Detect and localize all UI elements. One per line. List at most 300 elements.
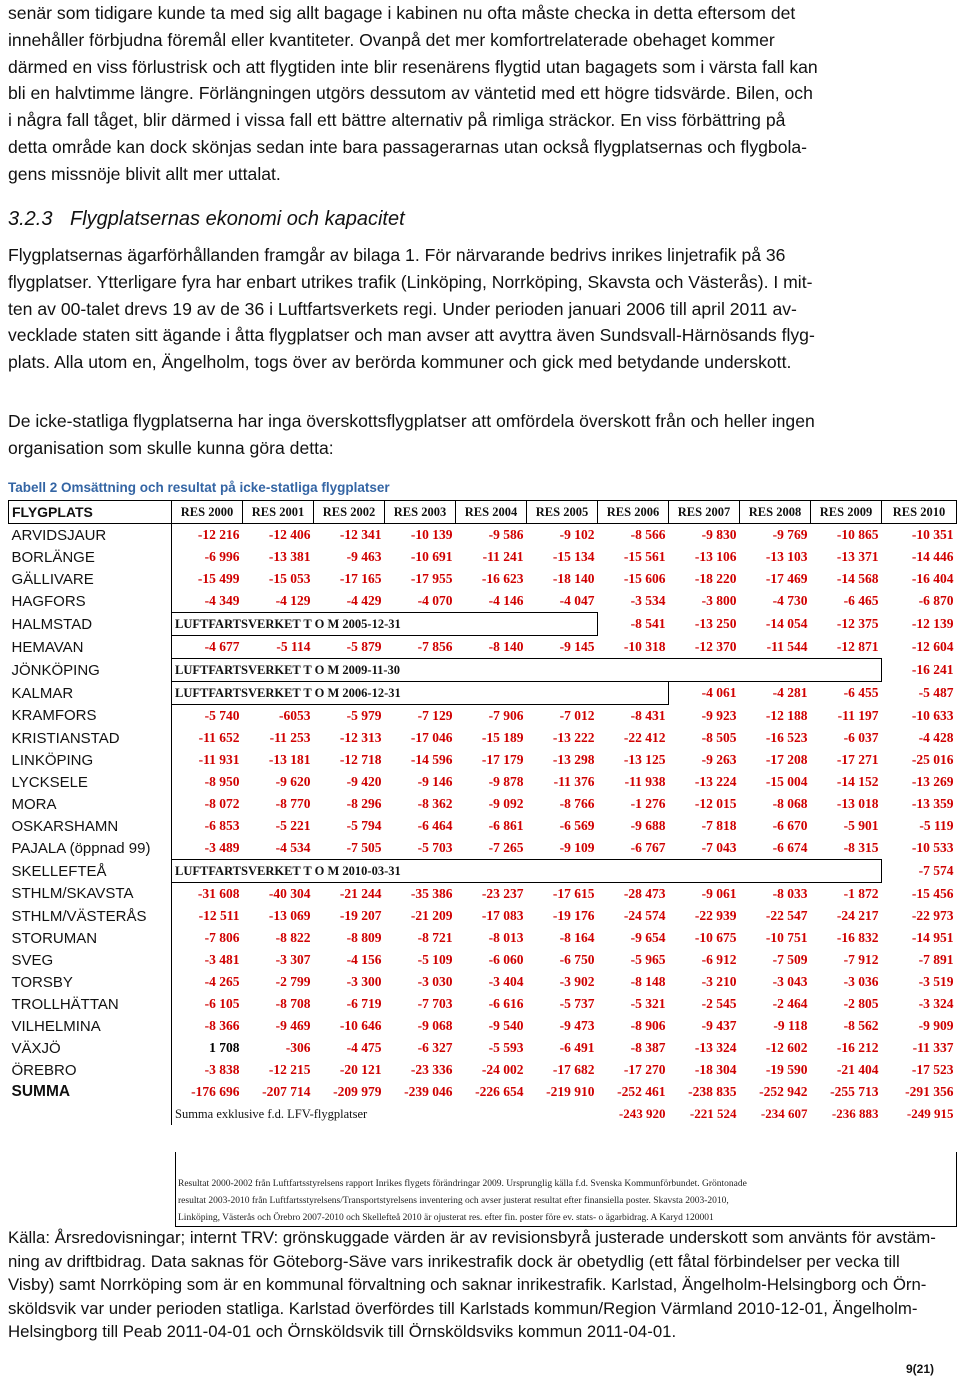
- result-cell: -6053: [279, 708, 311, 723]
- result-cell: -15 561: [623, 549, 666, 564]
- result-cell: -6 465: [843, 593, 879, 609]
- airport-name: PAJALA (öppnad 99): [9, 837, 172, 860]
- body-paragraph-2: [8, 408, 956, 462]
- result-cell: -18 140: [552, 571, 595, 586]
- table-row: [9, 837, 957, 860]
- result-cell: -13 181: [268, 752, 311, 767]
- result-cell: -22 547: [765, 908, 808, 923]
- result-cell: -8 708: [275, 996, 311, 1011]
- text-line: De icke-statliga flygplatserna har inga överskottsflygplatser att omfördela överskott från och heller ingen: [8, 411, 815, 431]
- result-cell: -15 456: [911, 885, 954, 901]
- text-line: därmed en viss förlustrisk och att flygtiden inte blir resenärens flygtid utan bagagets som i värsta fall kan: [8, 56, 818, 77]
- result-cell: -12 370: [694, 638, 737, 654]
- result-cell: -7 129: [417, 708, 453, 723]
- airport-name: JÖNKÖPING: [9, 659, 172, 682]
- table-row: [9, 659, 957, 682]
- result-cell: -7 509: [772, 952, 808, 967]
- result-cell: -24 217: [836, 908, 879, 923]
- table-header-row: [9, 501, 957, 524]
- result-cell: -4 146: [488, 593, 524, 608]
- airport-name: ARVIDSJAUR: [9, 524, 172, 547]
- airport-name: STHLM/VÄSTERÅS: [9, 905, 172, 927]
- result-cell: -11 938: [624, 774, 666, 789]
- result-cell: -5 901: [843, 818, 879, 833]
- result-cell: -13 224: [694, 774, 737, 789]
- result-cell: -10 318: [623, 638, 666, 654]
- column-header-year: RES 2003: [385, 501, 456, 524]
- result-cell: -12 313: [339, 730, 382, 745]
- result-cell: -8 366: [204, 1018, 240, 1033]
- result-cell: -8 387: [630, 1040, 666, 1055]
- result-cell: -23 237: [481, 886, 524, 901]
- result-cell: -5 109: [417, 952, 453, 967]
- result-cell: -4 281: [772, 685, 808, 701]
- result-cell: -226 654: [475, 1084, 524, 1099]
- airport-name: KALMAR: [9, 682, 172, 705]
- table-row: [9, 993, 957, 1015]
- text-line: Helsingborg till Peab 2011-04-01 och Örnsköldsvik till Örnsköldsviks kommun 2011-04-01.: [8, 1322, 677, 1341]
- table-row: [9, 793, 957, 815]
- result-cell: -7 856: [417, 639, 453, 654]
- result-cell: -7 806: [204, 930, 240, 945]
- result-cell: -17 165: [339, 571, 382, 586]
- section-title: Flygplatsernas ekonomi och kapacitet: [70, 208, 405, 230]
- result-cell: -2 464: [772, 996, 808, 1011]
- result-cell: -13 103: [765, 549, 808, 564]
- result-cell: -10 751: [765, 930, 808, 945]
- result-cell: -4 730: [772, 593, 808, 609]
- result-cell: -6 750: [559, 952, 595, 967]
- result-cell: -10 865: [836, 527, 879, 542]
- lfv-ownership-note: LUFTFARTSVERKET T O M 2006-12-31: [172, 682, 669, 705]
- result-cell: -13 269: [911, 774, 954, 789]
- result-cell: -13 298: [552, 752, 595, 767]
- result-cell: -5 740: [204, 708, 240, 723]
- result-cell: -17 271: [836, 752, 879, 767]
- result-cell: -8 140: [488, 639, 524, 654]
- text-line: ning av driftbidrag. Data saknas för Göteborg-Säve vars inrikestrafik dock är obetydlig (ett fåtal förbindelser per vecka till: [8, 1251, 900, 1271]
- text-line: sköldsvik var under perioden statliga. Karlstad överfördes till Karlstads kommun/Region Värmland 2010-12-01, Ängelholm-: [8, 1298, 918, 1318]
- result-cell: -9 420: [346, 774, 382, 789]
- result-cell: -12 602: [765, 1040, 808, 1055]
- result-cell: -12 871: [836, 638, 879, 654]
- result-cell: -238 835: [688, 1084, 737, 1099]
- result-cell: -10 139: [410, 527, 453, 542]
- result-cell: -12 604: [911, 639, 954, 654]
- result-cell: -8 809: [346, 930, 382, 945]
- result-cell: -6 105: [204, 996, 240, 1011]
- summa-exklusive-value: -249 915: [906, 1106, 954, 1121]
- result-cell: -6 569: [559, 818, 595, 833]
- airport-name: TROLLHÄTTAN: [9, 993, 172, 1015]
- result-cell: -7 505: [346, 840, 382, 855]
- result-cell: -9 586: [488, 527, 524, 542]
- text-line: plats. Alla utom en, Ängelholm, togs över av berörda kommuner och gick med betydande underskott.: [8, 352, 792, 373]
- result-cell: -3 534: [630, 593, 666, 609]
- lfv-ownership-note: LUFTFARTSVERKET T O M 2009-11-30: [172, 659, 882, 682]
- result-cell: -3 324: [918, 996, 954, 1011]
- result-cell: -8 950: [204, 774, 240, 789]
- result-cell: -19 176: [552, 908, 595, 923]
- result-cell: -3 902: [559, 974, 595, 989]
- result-cell: -9 437: [701, 1018, 737, 1033]
- result-cell: -8 296: [346, 796, 382, 811]
- result-cell: -7 891: [918, 952, 954, 967]
- result-cell: -17 270: [623, 1062, 666, 1077]
- result-cell: -5 593: [488, 1040, 524, 1055]
- result-cell: -17 046: [410, 730, 453, 745]
- table-row: [9, 682, 957, 705]
- result-cell: -6 996: [204, 549, 240, 564]
- result-cell: -12 015: [694, 796, 737, 811]
- result-cell: -14 152: [836, 774, 879, 789]
- body-paragraph-1: [8, 242, 956, 376]
- result-cell: -4 129: [275, 593, 311, 608]
- table-row: [9, 883, 957, 906]
- result-cell: -23 336: [410, 1062, 453, 1077]
- result-cell: -8 721: [417, 930, 453, 945]
- result-cell: -7 043: [701, 840, 737, 855]
- summa-exklusive-row: [9, 1103, 957, 1125]
- result-cell: -17 615: [552, 886, 595, 901]
- result-cell: -209 979: [333, 1084, 382, 1099]
- result-cell: -21 244: [339, 886, 382, 901]
- text-line: Visby) samt Norrköping som är en kommunal förvaltning och saknar inrikestrafik. Karlstad, Ängelholm-Helsingborg och Örn-: [8, 1275, 927, 1294]
- result-cell: -4 475: [346, 1040, 382, 1055]
- blank-cell: [9, 1103, 172, 1125]
- page-number: 9(21): [905, 1362, 934, 1376]
- airport-name: OSKARSHAMN: [9, 815, 172, 837]
- lfv-ownership-note: LUFTFARTSVERKET T O M 2005-12-31: [172, 613, 598, 636]
- result-cell: -9 092: [488, 796, 524, 811]
- result-cell: -15 004: [765, 774, 808, 789]
- airport-name: ÖREBRO: [9, 1059, 172, 1081]
- result-cell: -12 188: [765, 707, 808, 723]
- result-cell: -4 047: [559, 593, 595, 608]
- result-cell: -3 030: [417, 974, 453, 989]
- result-cell: -12 341: [339, 527, 382, 542]
- result-cell: -19 590: [765, 1062, 808, 1077]
- result-cell: -5 119: [919, 818, 954, 833]
- result-cell: -8 562: [843, 1018, 879, 1033]
- result-cell: -17 469: [765, 571, 808, 586]
- result-cell: -8 033: [772, 886, 808, 901]
- result-cell: -3 043: [772, 974, 808, 989]
- airport-name: GÄLLIVARE: [9, 568, 172, 590]
- table-note: Resultat 2000-2002 från Luftfartsstyrelsens rapport Inrikes flygets förändringar 2009. Ursprunglig källa f.d. Svenska Kommunförbundet. Gröntonade: [178, 1179, 747, 1189]
- table-row: [9, 971, 957, 993]
- result-cell: -9 688: [630, 818, 666, 833]
- airport-name: MORA: [9, 793, 172, 815]
- result-cell: -4 070: [417, 593, 453, 608]
- result-cell: -5 114: [276, 639, 311, 654]
- table-row: [9, 1059, 957, 1081]
- table-row: [9, 705, 957, 728]
- intro-paragraph: [8, 0, 956, 188]
- result-cell: -3 404: [488, 974, 524, 989]
- result-cell: -5 965: [630, 952, 666, 967]
- result-cell: -13 381: [268, 549, 311, 564]
- result-cell: -16 212: [836, 1040, 879, 1055]
- result-cell: -4 349: [204, 593, 240, 608]
- result-cell: -9 923: [701, 707, 737, 723]
- result-cell: -14 568: [836, 571, 879, 586]
- result-cell: -5 487: [918, 685, 954, 700]
- result-cell: -20 121: [339, 1062, 382, 1077]
- airport-name: VILHELMINA: [9, 1015, 172, 1037]
- text-line: senär som tidigare kunde ta med sig allt bagage i kabinen nu ofta måste checka in detta eftersom det: [8, 3, 796, 23]
- result-cell: -5 979: [346, 708, 382, 723]
- result-cell: -4 061: [701, 685, 737, 701]
- result-cell: -13 125: [623, 752, 666, 767]
- result-cell: -25 016: [911, 752, 954, 767]
- airport-name: SVEG: [9, 949, 172, 971]
- result-cell: -12 215: [268, 1062, 311, 1077]
- result-cell: -9 878: [488, 774, 524, 789]
- table-caption: Tabell 2 Omsättning och resultat på icke-statliga flygplatser: [8, 480, 390, 495]
- text-line: Källa: Årsredovisningar; internt TRV: grönskuggade värden är av revisionsbyrå justerade underskott som använts för avstäm-: [8, 1228, 936, 1247]
- column-header-year: RES 2010: [882, 501, 957, 524]
- result-cell: -6 674: [772, 840, 808, 855]
- table-row: [9, 546, 957, 568]
- result-cell: -6 455: [843, 685, 879, 701]
- result-cell: -2 545: [701, 996, 737, 1011]
- result-cell: -6 719: [346, 996, 382, 1011]
- result-cell: -11 544: [766, 638, 808, 654]
- table-row: [9, 1081, 957, 1103]
- result-cell: -6 037: [843, 730, 879, 745]
- result-cell: -7 574: [918, 863, 954, 878]
- summa-exklusive-value: -243 920: [618, 1106, 666, 1121]
- result-cell: -13 250: [694, 616, 737, 631]
- result-cell: -10 533: [911, 840, 954, 856]
- column-header-year: RES 2006: [598, 501, 669, 524]
- text-line: ten av 00-talet drevs 19 av de 36 i Luftfartsverkets regi. Under perioden januari 2006 till april 2011 av-: [8, 298, 797, 319]
- result-cell: -5 321: [630, 996, 666, 1011]
- result-cell: -2 799: [275, 974, 311, 989]
- result-cell: -8 315: [843, 840, 879, 855]
- result-cell: -31 608: [197, 886, 240, 901]
- result-cell: -10 351: [911, 527, 954, 542]
- result-cell: -9 620: [275, 774, 311, 789]
- result-cell: -11 652: [198, 730, 240, 745]
- result-cell: -3 036: [843, 974, 879, 989]
- result-cell: -18 304: [694, 1062, 737, 1077]
- result-cell: -7 906: [488, 708, 524, 723]
- airport-name: SKELLEFTEÅ: [9, 860, 172, 883]
- table-row: [9, 590, 957, 613]
- result-cell: -176 696: [191, 1084, 240, 1099]
- table-row: [9, 524, 957, 547]
- result-cell: -5 737: [559, 996, 595, 1011]
- result-cell: -3 300: [346, 974, 382, 989]
- result-cell: -12 139: [911, 616, 954, 631]
- result-cell: -11 241: [482, 549, 524, 564]
- result-cell: -4 265: [204, 974, 240, 989]
- result-cell: -19 207: [339, 908, 382, 923]
- result-cell: -17 179: [481, 752, 524, 767]
- result-cell: -9 109: [559, 840, 595, 855]
- result-cell: -8 068: [772, 796, 808, 811]
- result-cell: -6 861: [488, 818, 524, 833]
- result-cell: -8 431: [630, 708, 666, 723]
- result-cell: -16 832: [836, 930, 879, 945]
- table-row: [9, 860, 957, 883]
- result-cell: -12 718: [339, 752, 382, 767]
- result-cell: 1 708: [209, 1040, 240, 1055]
- airport-name: SUMMA: [9, 1081, 172, 1103]
- table-row: [9, 749, 957, 771]
- airport-name: VÄXJÖ: [9, 1037, 172, 1059]
- result-cell: -28 473: [623, 886, 666, 901]
- result-cell: -15 189: [481, 730, 524, 745]
- table-row: [9, 927, 957, 949]
- airport-name: HEMAVAN: [9, 636, 172, 659]
- result-cell: -13 018: [836, 796, 879, 811]
- result-cell: -6 327: [417, 1040, 453, 1055]
- table-row: [9, 771, 957, 793]
- result-cell: -17 682: [552, 1062, 595, 1077]
- result-cell: -8 541: [630, 616, 666, 631]
- result-cell: -16 523: [765, 730, 808, 745]
- result-cell: -17 208: [765, 752, 808, 767]
- result-cell: -6 767: [630, 840, 666, 855]
- result-cell: -1 872: [843, 886, 879, 901]
- result-cell: -3 489: [204, 840, 240, 855]
- column-header-year: RES 2004: [456, 501, 527, 524]
- text-line: i några fall tåget, blir därmed i vissa fall ett bättre alternativ på rimliga sträckor. En viss förbättring på: [8, 110, 786, 131]
- result-cell: -11 931: [198, 752, 240, 767]
- result-cell: -3 307: [275, 952, 311, 967]
- table-row: [9, 905, 957, 927]
- result-cell: -24 002: [481, 1062, 524, 1077]
- result-cell: -13 324: [694, 1040, 737, 1055]
- text-line: gens missnöje blivit allt mer uttalat.: [8, 163, 281, 184]
- table-row: [9, 636, 957, 659]
- result-cell: -22 939: [694, 908, 737, 923]
- result-cell: -7 265: [488, 840, 524, 855]
- airport-name: LINKÖPING: [9, 749, 172, 771]
- result-cell: -5 221: [275, 818, 311, 833]
- result-cell: -219 910: [546, 1084, 595, 1099]
- result-cell: -16 623: [481, 571, 524, 586]
- result-cell: -6 491: [559, 1040, 595, 1055]
- result-cell: -9 102: [559, 527, 595, 542]
- column-header-year: RES 2008: [740, 501, 811, 524]
- table-row: [9, 727, 957, 749]
- table-note: Linköping, Västerås och Örebro 2007-2010 och Skellefteå 2010 är ojusterat res. efter fin. poster före ev. stats- o ägarbidrag. A Karyd 120001: [178, 1213, 714, 1223]
- result-cell: -14 596: [410, 752, 453, 767]
- result-cell: -8 822: [275, 930, 311, 945]
- table-row: [9, 1037, 957, 1059]
- result-cell: -9 068: [417, 1018, 453, 1033]
- result-cell: -8 362: [417, 796, 453, 811]
- table-row: [9, 1015, 957, 1037]
- result-cell: -17 083: [481, 908, 524, 923]
- section-heading: [8, 208, 405, 231]
- result-cell: -6 464: [417, 818, 453, 833]
- airport-name: TORSBY: [9, 971, 172, 993]
- result-cell: -252 942: [759, 1084, 808, 1099]
- result-cell: -11 337: [912, 1040, 954, 1055]
- text-line: innehåller förbjudna föremål eller kvantiteter. Ovanpå det mer komfortrelaterade obehaget kommer: [8, 29, 775, 50]
- airport-name: KRAMFORS: [9, 705, 172, 728]
- result-cell: -8 505: [701, 730, 737, 745]
- result-cell: -15 134: [552, 549, 595, 564]
- airport-name: LYCKSELE: [9, 771, 172, 793]
- summa-exklusive-value: -236 883: [831, 1106, 879, 1121]
- result-cell: -2 805: [843, 996, 879, 1011]
- result-cell: -13 222: [552, 730, 595, 745]
- result-cell: -6 060: [488, 952, 524, 967]
- result-cell: -3 519: [918, 974, 954, 989]
- column-header-year: RES 2009: [811, 501, 882, 524]
- result-cell: -13 371: [836, 549, 879, 564]
- result-cell: -8 766: [559, 796, 595, 811]
- result-cell: -40 304: [268, 886, 311, 901]
- result-cell: -10 633: [911, 707, 954, 723]
- result-cell: -13 069: [268, 908, 311, 923]
- result-cell: -1 276: [630, 796, 666, 811]
- result-cell: -8 770: [275, 796, 311, 811]
- result-cell: -4 429: [346, 593, 382, 608]
- result-cell: -6 670: [772, 818, 808, 833]
- section-number: 3.2.3: [8, 208, 53, 230]
- result-cell: -15 606: [623, 571, 666, 586]
- column-header-flygplats: FLYGPLATS: [9, 501, 172, 524]
- result-cell: -7 912: [843, 952, 879, 967]
- result-cell: -239 046: [404, 1084, 453, 1099]
- table-row: [9, 613, 957, 636]
- result-cell: -10 646: [339, 1018, 382, 1033]
- result-cell: -3 838: [204, 1062, 240, 1077]
- result-cell: -14 951: [911, 930, 954, 945]
- result-cell: -5 794: [346, 818, 382, 833]
- result-cell: -17 955: [410, 571, 453, 586]
- result-cell: -4 677: [204, 639, 240, 654]
- result-cell: -8 164: [559, 930, 595, 945]
- column-header-year: RES 2007: [669, 501, 740, 524]
- table-row: [9, 568, 957, 590]
- result-cell: -22 412: [623, 730, 666, 745]
- result-cell: -9 463: [346, 549, 382, 564]
- result-cell: -8 148: [630, 974, 666, 989]
- airport-name: KRISTIANSTAD: [9, 727, 172, 749]
- result-cell: -6 853: [204, 818, 240, 833]
- column-header-year: RES 2000: [172, 501, 243, 524]
- results-table: [8, 500, 957, 1125]
- result-cell: -8 906: [630, 1018, 666, 1033]
- result-cell: -9 830: [701, 527, 737, 542]
- column-header-year: RES 2001: [243, 501, 314, 524]
- result-cell: -4 156: [346, 952, 382, 967]
- airport-name: HAGFORS: [9, 590, 172, 613]
- result-cell: -11 376: [553, 774, 595, 789]
- result-cell: -9 540: [488, 1018, 524, 1033]
- text-line: Flygplatsernas ägarförhållanden framgår av bilaga 1. För närvarande bedrivs inrikes linjetrafik på 36: [8, 245, 786, 265]
- summa-exklusive-value: -234 607: [760, 1106, 808, 1121]
- result-cell: -5 703: [417, 840, 453, 855]
- result-cell: -8 072: [204, 796, 240, 811]
- result-cell: -24 574: [623, 908, 666, 923]
- text-line: detta område kan dock skönjas sedan inte bara passagerarnas utan också flygplatsernas och flygbola-: [8, 136, 808, 157]
- result-cell: -16 241: [911, 662, 954, 677]
- result-cell: -13 106: [694, 549, 737, 564]
- text-line: bli en halvtimme längre. Förlängningen utgörs dessutom av väntetid med ett högre tidsvärde. Bilen, och: [8, 83, 813, 104]
- result-cell: -4 534: [275, 840, 311, 855]
- result-cell: -15 053: [268, 571, 311, 586]
- result-cell: -9 061: [701, 886, 737, 901]
